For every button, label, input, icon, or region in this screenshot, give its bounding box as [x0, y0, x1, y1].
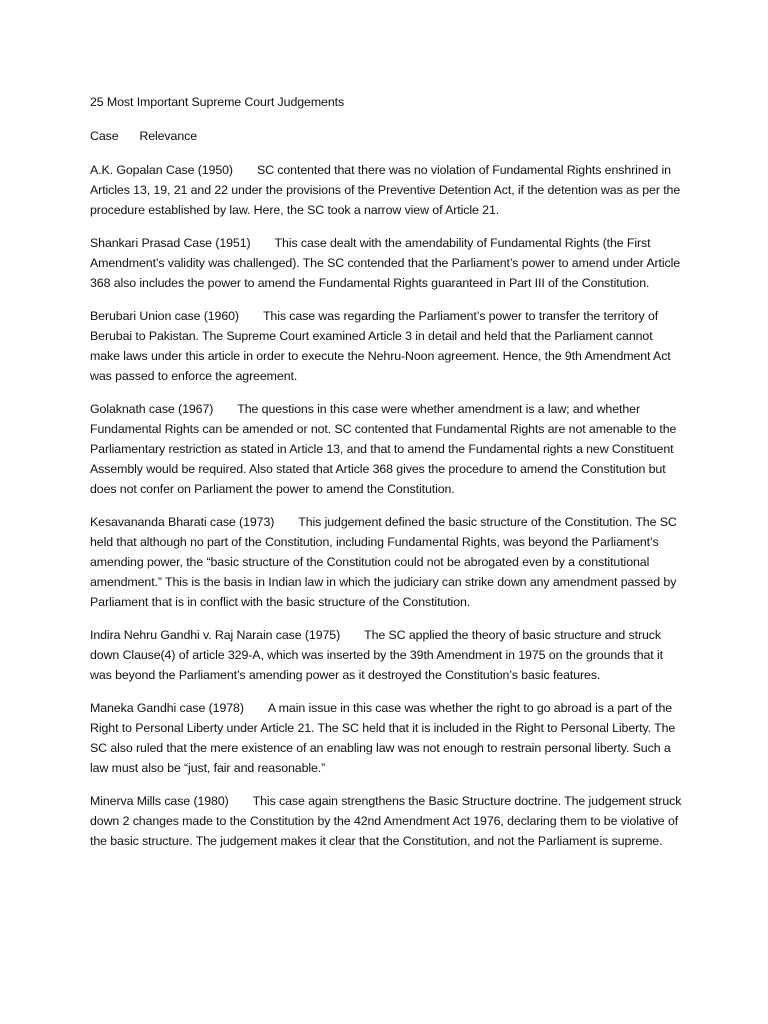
column-header-case: Case	[90, 129, 119, 143]
entry-gopalan	[90, 160, 684, 220]
case-name: Shankari Prasad Case (1951)	[90, 236, 251, 250]
case-relevance: SC contented that there was no violation of Fundamental Rights enshrined in Articles 13, 19, 21 and 22 under the provisions of the Preventive Detention Act, if the detention was as per the procedure established by law. Here, the SC took a narrow view of Article 21.	[90, 163, 681, 217]
entry-minerva-mills	[90, 791, 684, 851]
case-relevance: A main issue in this case was whether the right to go abroad is a part of the Right to Personal Liberty under Article 21. The SC held that it is included in the Right to Personal Liberty. The SC also ruled that the mere existence of an enabling law was not enough to restrain personal liberty. Such a law must also be “just, fair and reasonable.”	[90, 701, 676, 775]
entry-maneka-gandhi	[90, 698, 684, 778]
case-name: Kesavananda Bharati case (1973)	[90, 515, 275, 529]
entry-berubari	[90, 306, 684, 386]
case-name: Indira Nehru Gandhi v. Raj Narain case (1975)	[90, 628, 341, 642]
case-name: Minerva Mills case (1980)	[90, 794, 229, 808]
case-relevance: This case again strengthens the Basic Structure doctrine. The judgement struck down 2 changes made to the Constitution by the 42nd Amendment Act 1976, declaring them to be violative of the basic structure. The judgement makes it clear that the Constitution, and not the Parliament is supreme.	[90, 794, 682, 848]
document-title: 25 Most Important Supreme Court Judgements	[90, 95, 345, 109]
case-name: Golaknath case (1967)	[90, 402, 214, 416]
column-header-row	[90, 126, 684, 146]
entry-shankari-prasad	[90, 233, 684, 293]
case-relevance: This case was regarding the Parliament’s power to transfer the territory of Berubai to Pakistan. The Supreme Court examined Article 3 in detail and held that the Parliament cannot make laws under this article in order to execute the Nehru-Noon agreement. Hence, the 9th Amendment Act was passed to enforce the agreement.	[90, 309, 671, 383]
case-relevance: The questions in this case were whether amendment is a law; and whether Fundamental Rights can be amended or not. SC contented that Fundamental Rights are not amenable to the Parliamentary restriction as stated in Article 13, and that to amend the Fundamental rights a new Constituent Assembly would be required. Also stated that Article 368 gives the procedure to amend the Constitution but does not confer on Parliament the power to amend the Constitution.	[90, 402, 677, 496]
case-relevance: This judgement defined the basic structure of the Constitution. The SC held that although no part of the Constitution, including Fundamental Rights, was beyond the Parliament’s amending power, the “basic structure of the Constitution could not be abrogated even by a constitutional amendment.” This is the basis in Indian law in which the judiciary can strike down any amendment passed by Parliament that is in conflict with the basic structure of the Constitution.	[90, 515, 677, 609]
column-header-relevance: Relevance	[139, 129, 197, 143]
case-name: Berubari Union case (1960)	[90, 309, 239, 323]
entry-indira-gandhi	[90, 625, 684, 685]
case-name: A.K. Gopalan Case (1950)	[90, 163, 233, 177]
entry-golaknath	[90, 399, 684, 499]
case-relevance: The SC applied the theory of basic structure and struck down Clause(4) of article 329-A, which was inserted by the 39th Amendment in 1975 on the grounds that it was beyond the Parliament’s amending power as it destroyed the Constitution’s basic features.	[90, 628, 663, 682]
document-page	[90, 92, 684, 864]
case-relevance: This case dealt with the amendability of Fundamental Rights (the First Amendment’s validity was challenged). The SC contended that the Parliament’s power to amend under Article 368 also includes the power to amend the Fundamental Rights guaranteed in Part III of the Constitution.	[90, 236, 681, 290]
entry-kesavananda	[90, 512, 684, 612]
case-name: Maneka Gandhi case (1978)	[90, 701, 244, 715]
